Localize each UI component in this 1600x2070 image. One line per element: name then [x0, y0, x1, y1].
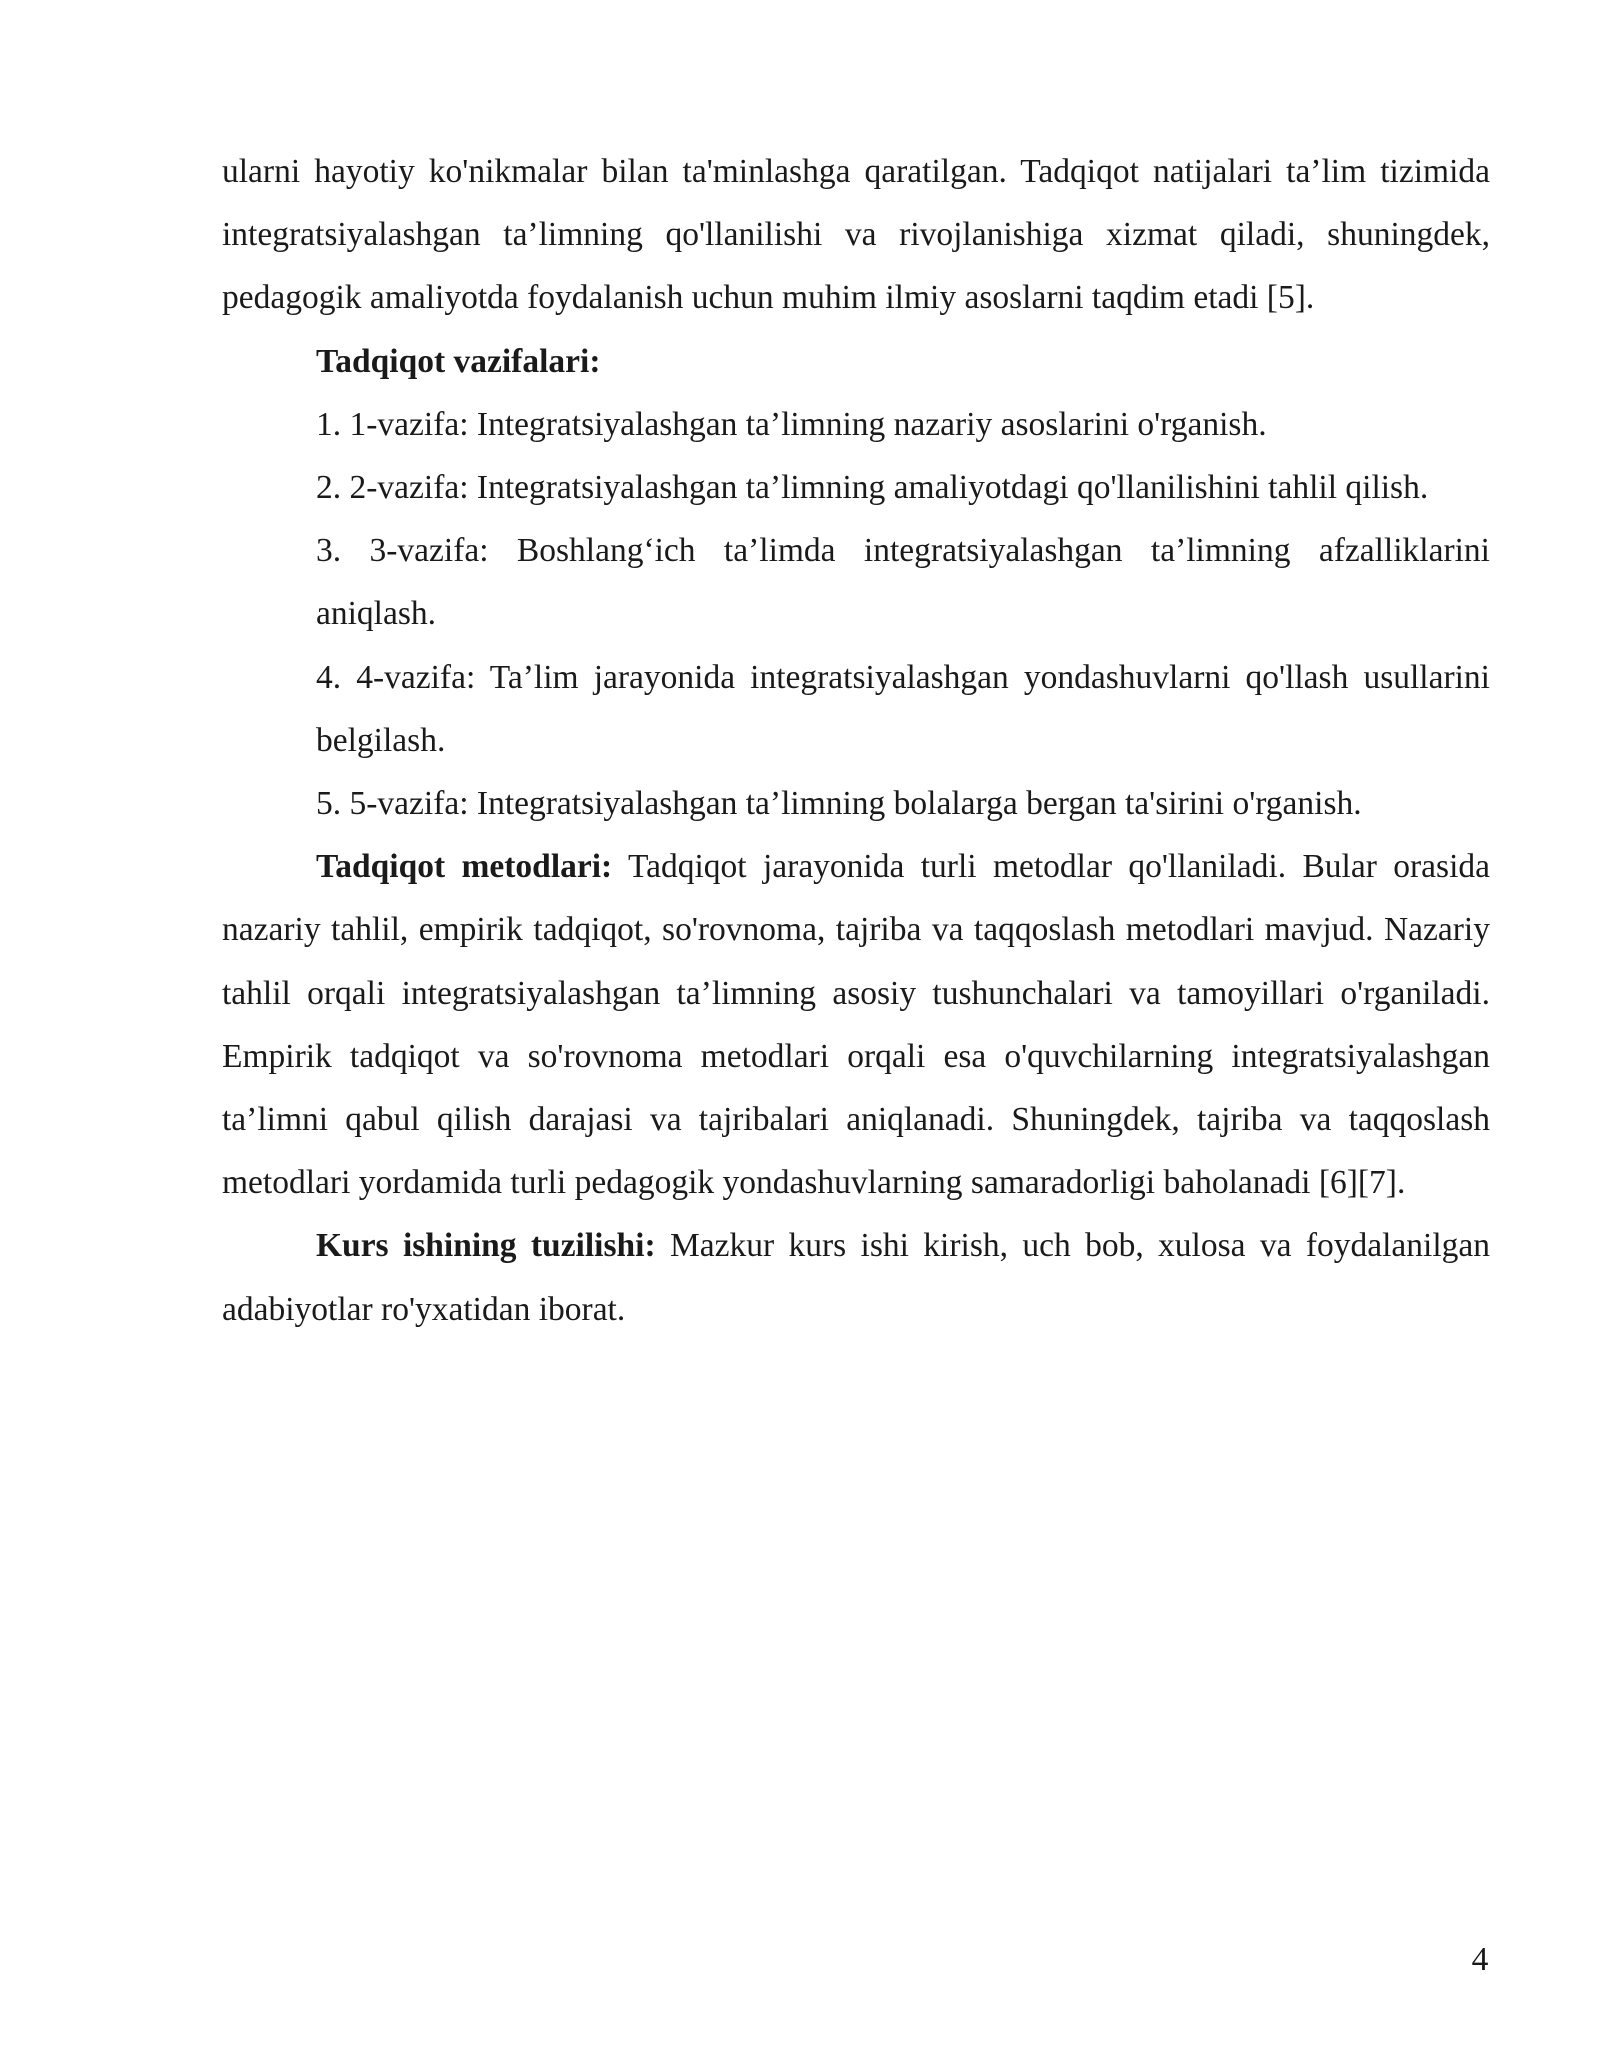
- task-item-1: 1. 1-vazifa: Integratsiyalashgan ta’limning nazariy asoslarini o'rganish.: [316, 405, 1267, 443]
- task-item-5: 5. 5-vazifa: Integratsiyalashgan ta’limning bolalarga bergan ta'sirini o'rganish.: [316, 785, 1362, 823]
- tasks-heading: Tadqiqot vazifalari:: [316, 342, 601, 380]
- structure-text: Mazkur kurs ishi kirish, uch bob, xulosa va foydalanilgan adabiyotlar ro'yxatidan iborat.: [222, 1227, 1491, 1328]
- intro-paragraph: ularni hayotiy ko'nikmalar bilan ta'minlashga qaratilgan. Tadqiqot natijalari ta’lim tizimida integratsiyalashgan ta’limning qo'llanilishi va rivojlanishiga xizmat qiladi, shuningdek, pedagogik amaliyotda foydalanish uchun muhim ilmiy asoslarni taqdim etadi [5].: [222, 153, 1490, 317]
- task-item-3: 3. 3-vazifa: Boshlang‘ich ta’limda integratsiyalashgan ta’limning afzalliklarini aniqlash.: [316, 532, 1490, 633]
- task-item-4: 4. 4-vazifa: Ta’lim jarayonida integratsiyalashgan yondashuvlarni qo'llash usullarini belgilash.: [316, 658, 1490, 759]
- methods-label: Tadqiqot metodlari:: [316, 848, 613, 886]
- structure-paragraph: [222, 1214, 1490, 1340]
- methods-text: Tadqiqot jarayonida turli metodlar qo'llaniladi. Bular orasida nazariy tahlil, empirik tadqiqot, so'rovnoma, tajriba va taqqoslash metodlari mavjud. Nazariy tahlil orqali integratsiyalashgan ta’limning asosiy tushunchalari va tamoyillari o'rganiladi. Empirik tadqiqot va so'rovnoma metodlari orqali esa o'quvchilarning integratsiyalashgan ta’limni qabul qilish darajasi va tajribalari aniqlanadi. Shuningdek, tajriba va taqqoslash metodlari yordamida turli pedagogik yondashuvlarning samaradorligi baholanadi [6][7].: [222, 848, 1491, 1202]
- task-item-2: 2. 2-vazifa: Integratsiyalashgan ta’limning amaliyotdagi qo'llanilishini tahlil qilish.: [316, 469, 1429, 507]
- structure-label: Kurs ishining tuzilishi:: [316, 1227, 656, 1265]
- page-number: 4: [1471, 1941, 1489, 1978]
- document-page: [222, 140, 1490, 1341]
- methods-paragraph: [222, 835, 1490, 1214]
